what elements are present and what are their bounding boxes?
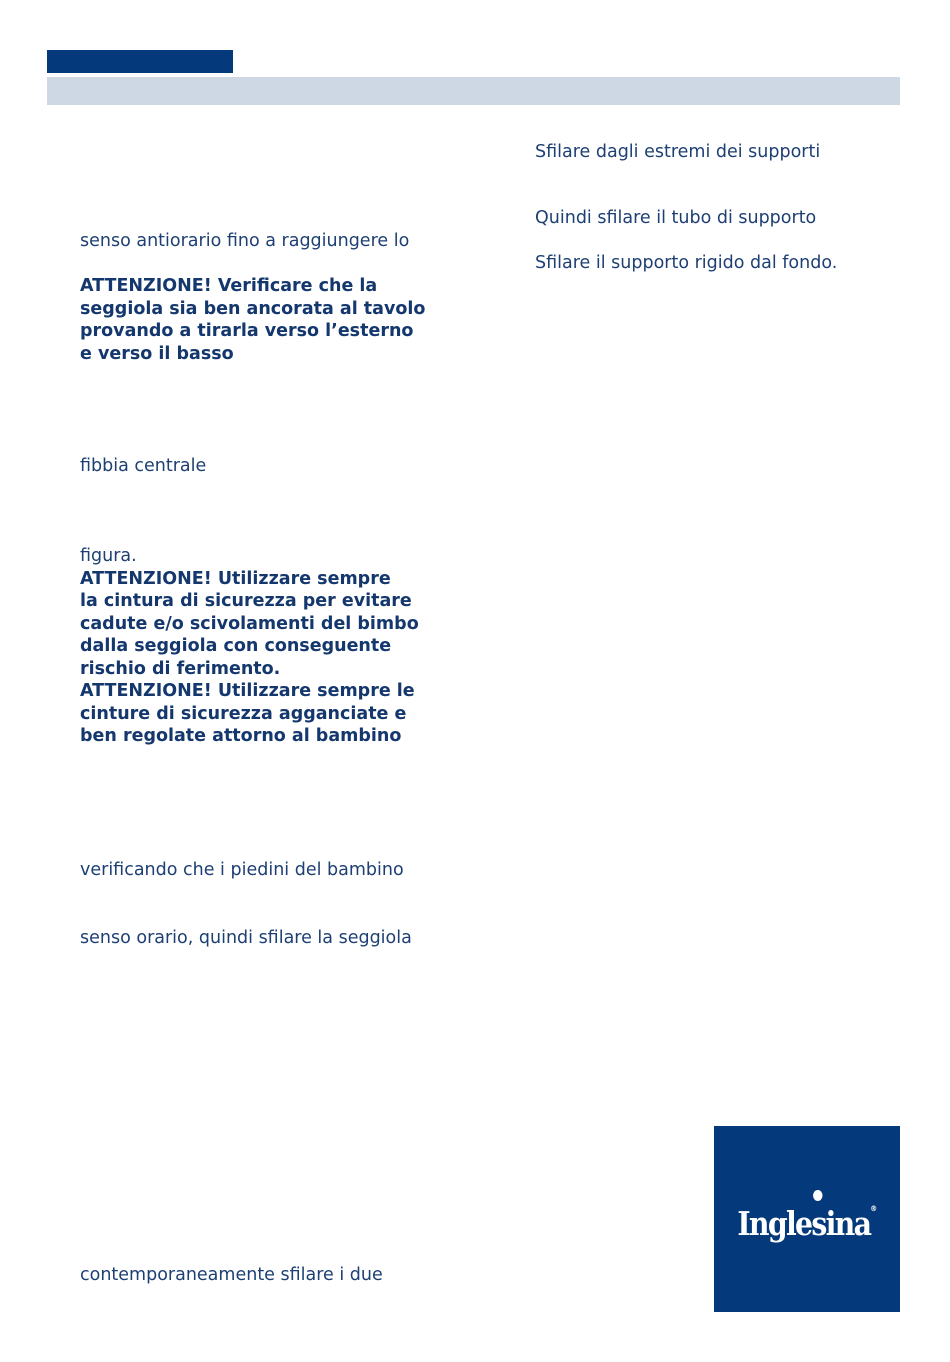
warning-line: la cintura di sicurezza per evitare [80, 591, 412, 611]
header-band [47, 77, 900, 105]
instruction-text: Quindi sfilare il tubo di supporto [535, 208, 817, 228]
brand-logo [714, 1126, 900, 1312]
instruction-text: Sfilare dagli estremi dei supporti [535, 142, 821, 162]
warning-line: ben regolate attorno al bambino [80, 726, 402, 746]
warning-line: ATTENZIONE! Verificare che la [80, 276, 378, 296]
logo-dot-icon [813, 1190, 822, 1201]
registered-mark: ® [870, 1203, 877, 1213]
instruction-text: Sfilare il supporto rigido dal fondo. [535, 253, 838, 273]
header-accent-bar [47, 50, 233, 73]
warning-line: dalla seggiola con conseguente [80, 636, 392, 656]
instruction-text: senso orario, quindi sfilare la seggiola [80, 928, 412, 948]
warning-line: ATTENZIONE! Utilizzare sempre le [80, 681, 415, 701]
instruction-text: contemporaneamente sfilare i due [80, 1265, 383, 1285]
instruction-text: fibbia centrale [80, 456, 207, 476]
brand-logo-wordmark [737, 1204, 877, 1243]
warning-line: provando a tirarla verso l’esterno [80, 321, 414, 341]
warning-line: ATTENZIONE! Utilizzare sempre [80, 568, 391, 589]
warning-line: rischio di ferimento. [80, 658, 281, 679]
instruction-text: figura. [80, 546, 137, 566]
logo-text: Inglesina [737, 1203, 871, 1243]
warning-line: seggiola sia ben ancorata al tavolo [80, 298, 426, 319]
warning-line: cadute e/o scivolamenti del bimbo [80, 613, 419, 634]
warning-line: e verso il basso [80, 343, 234, 364]
warning-line: cinture di sicurezza agganciate e [80, 703, 407, 724]
instruction-text: senso antiorario fino a raggiungere lo [80, 231, 410, 251]
instruction-text: verificando che i piedini del bambino [80, 860, 404, 880]
